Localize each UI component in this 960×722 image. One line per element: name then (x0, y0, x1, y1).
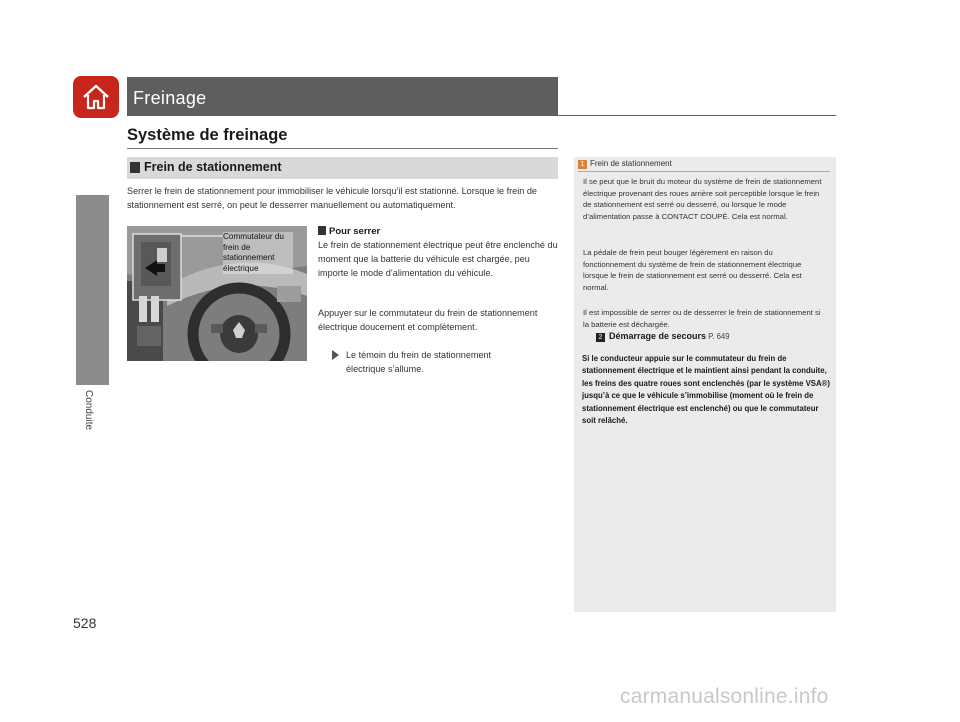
reference-page: P. 649 (708, 332, 730, 341)
title-divider (127, 115, 836, 116)
subsection-header (127, 157, 558, 179)
sidenote-paragraph: Il est impossible de serrer ou de desserrer le frein de stationnement si la batterie est déchargée. (583, 308, 821, 329)
home-icon (81, 83, 111, 111)
sidenote-panel (574, 157, 836, 612)
chapter-title: Freinage (133, 88, 207, 108)
side-tab-label: Conduite (83, 390, 94, 431)
sidenote-paragraph: La pédale de frein peut bouger légèrement en raison du fonctionnement du système de frein de stationnement électrique lorsque le frein de stationnement est serré ou desserré. Cela est normal. (583, 248, 802, 292)
side-tab-label-box (80, 390, 108, 450)
section-title: Système de freinage (127, 126, 288, 144)
sidenote-warning: Si le conducteur appuie sur le commutateur du frein de stationnement électrique et le maintient ainsi pendant la conduite, les freins des quatre roues sont enclenchés (par le système VSA®) jusqu’à ce que le véhicule s’immobilise (moment où le frein de stationnement électrique est enclenché) ou que le commutateur soit relâché. (582, 354, 830, 426)
howto-result (332, 348, 532, 376)
square-bullet-icon (318, 226, 326, 235)
reference-label: Démarrage de secours (609, 331, 707, 341)
howto-text: Le frein de stationnement électrique peut être enclenché du moment que la batterie du véhicule est chargée, peu importe le mode d’alimentation du véhicule. (318, 240, 558, 278)
sidenote-paragraph: Il se peut que le bruit du moteur du système de frein de stationnement électrique provenant des roues arrière soit perceptible lorsque le frein de stationnement est serré ou desserré, ou lorsque le mode d’alimentation passe à CONTACT COUPÉ. Cela est normal. (583, 177, 822, 221)
sidenote-heading (578, 159, 672, 169)
howto-heading (318, 226, 380, 237)
section-divider (127, 148, 558, 149)
chapter-title-bar (127, 77, 558, 115)
figure-callout: Commutateur du frein de stationnement électrique (223, 232, 293, 274)
note-number-icon: 1 (578, 160, 587, 169)
triangle-arrow-icon (332, 350, 339, 360)
page-number: 528 (73, 615, 97, 631)
cross-reference-link[interactable] (596, 331, 730, 342)
subsection-title: Frein de stationnement (144, 160, 282, 174)
howto-step: Appuyer sur le commutateur du frein de stationnement électrique doucement et complètement. (318, 308, 538, 332)
square-bullet-icon (130, 162, 140, 173)
footer-watermark: carmanualsonline.info (620, 685, 829, 708)
home-button[interactable] (73, 76, 119, 118)
howto-heading-text: Pour serrer (329, 226, 381, 237)
howto-result-text: Le témoin du frein de stationnement électrique s’allume. (346, 350, 492, 374)
chapter-side-tab[interactable] (76, 195, 109, 385)
sidenote-divider (578, 171, 830, 172)
reference-icon: 2 (596, 333, 605, 342)
intro-paragraph: Serrer le frein de stationnement pour immobiliser le véhicule lorsqu’il est stationné. Lorsque le frein de stationnement est serré, on peut le desserrer manuellement ou automatiquement. (127, 186, 537, 210)
sidenote-heading-text: Frein de stationnement (590, 159, 672, 168)
